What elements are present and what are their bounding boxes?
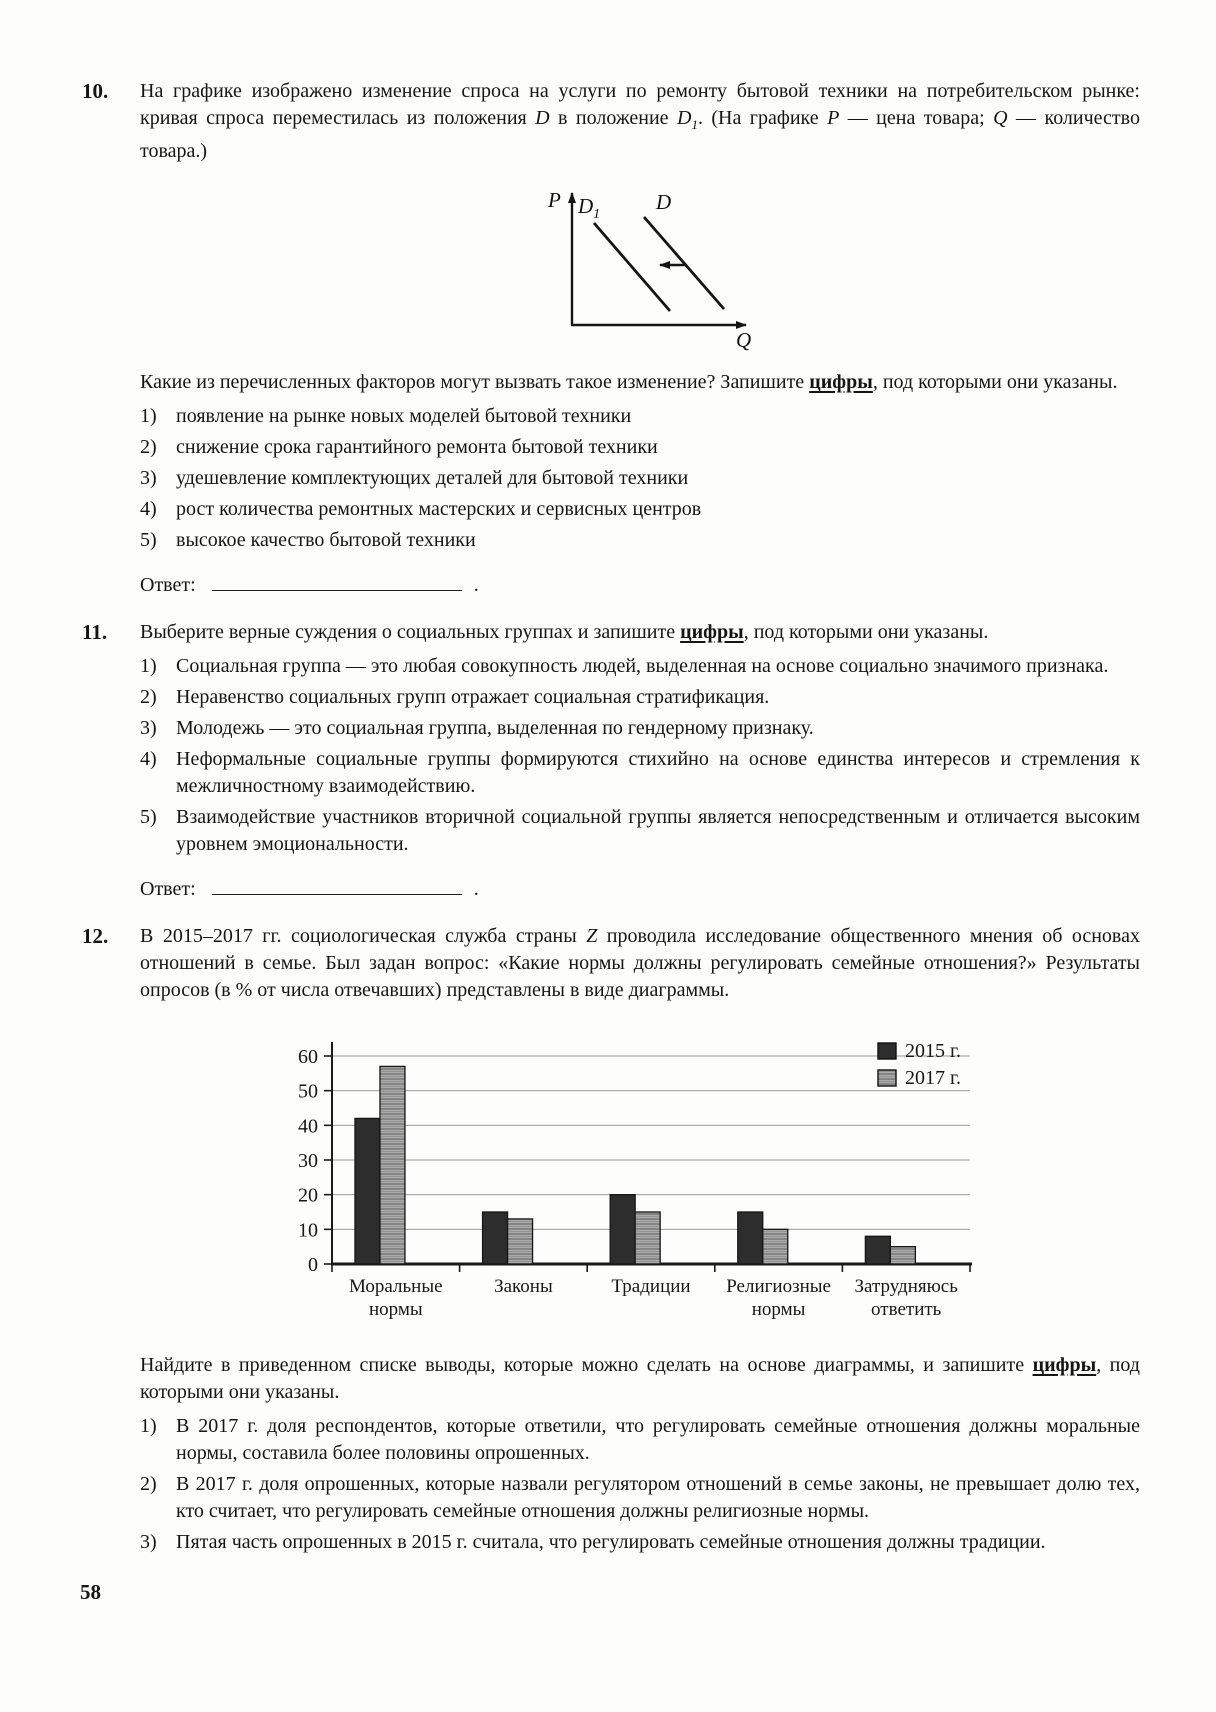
category-label: Религиозные	[726, 1276, 831, 1297]
option-item: 2) Неравенство социальных групп отражает социальная стратификация.	[140, 686, 770, 708]
question-12-items	[140, 1413, 1140, 1556]
bar-2017 г.-1	[508, 1219, 533, 1264]
y-tick-label: 20	[298, 1184, 318, 1207]
page-number: 58	[80, 1580, 101, 1604]
question-11-body	[140, 619, 1140, 903]
y-tick-label: 0	[308, 1254, 318, 1276]
question-12-number: 12.	[82, 924, 109, 948]
option-item: 4) рост количества ремонтных мастерских и сервисных центров	[140, 498, 702, 520]
option-item: 1) Социальная группа — это любая совокупность людей, выделенная на основе социально значимого признака.	[140, 655, 1109, 677]
bar-2015 г.-3	[738, 1212, 763, 1264]
question-12-task: Найдите в приведенном списке выводы, которые можно сделать на основе диаграммы, и запишите цифры, под которыми они указаны.	[140, 1354, 1140, 1403]
y-tick-label: 60	[298, 1046, 318, 1068]
category-label: ответить	[871, 1299, 942, 1320]
question-12	[82, 923, 1140, 1556]
question-12-body	[140, 923, 1140, 1556]
p-axis-label: P	[548, 188, 561, 212]
question-12-intro: В 2015–2017 гг. социологическая служба страны Z проводила исследование общественного мнения об основах отношений в семье. Был задан вопрос: «Какие нормы должны регулировать семейные отношения?» Результаты опросов (в % от числа отвечавших) представлены в виде диаграммы.	[140, 925, 1140, 1001]
option-item: 5) высокое качество бытовой техники	[140, 529, 476, 551]
bar-2017 г.-3	[763, 1229, 788, 1264]
category-label: Законы	[494, 1276, 553, 1297]
option-item: 5) Взаимодействие участников вторичной социальной группы является непосредственным и отличается высоким уровнем эмоциональности.	[140, 806, 1140, 855]
question-10-task: Какие из перечисленных факторов могут вызвать такое изменение? Запишите цифры, под которыми они указаны.	[140, 371, 1118, 393]
bar-2017 г.-4	[890, 1247, 915, 1264]
bar-2017 г.-0	[380, 1066, 405, 1264]
bar-2015 г.-0	[355, 1118, 380, 1264]
conclusion-item: 3) Пятая часть опрошенных в 2015 г. считала, что регулировать семейные отношения должны традиции.	[140, 1531, 1046, 1553]
answer-row-q11: Ответ: .	[140, 878, 479, 900]
question-11	[82, 619, 1140, 903]
question-10	[82, 78, 1140, 599]
demand-curve-d1	[594, 223, 670, 311]
question-11-number: 11.	[82, 620, 108, 644]
option-item: 1) появление на рынке новых моделей бытовой техники	[140, 405, 632, 427]
answer-blank[interactable]	[212, 577, 462, 591]
legend-swatch-2017 г.	[878, 1070, 896, 1086]
question-10-body	[140, 78, 1140, 599]
option-item: 4) Неформальные социальные группы формируются стихийно на основе единства интересов и стремления к межличностному взаимодействию.	[140, 748, 1140, 797]
q-axis-label: Q	[736, 328, 752, 352]
category-label: нормы	[751, 1299, 806, 1320]
bar-2015 г.-4	[865, 1236, 890, 1264]
question-10-intro: На графике изображено изменение спроса на услуги по ремонту бытовой техники на потребительском рынке: кривая спроса переместилась из положения D в положение $D_1$. (На графике P — цена товара; Q — количество товара.)	[140, 80, 1140, 162]
y-tick-label: 40	[298, 1115, 318, 1138]
survey-bar-chart	[280, 1018, 1140, 1338]
bar-chart-svg	[280, 1018, 980, 1330]
d-curve-label: D	[656, 190, 672, 214]
bar-2015 г.-1	[483, 1212, 508, 1264]
question-10-number: 10.	[82, 79, 109, 103]
legend-label: 2015 г.	[905, 1040, 961, 1062]
option-item: 2) снижение срока гарантийного ремонта бытовой техники	[140, 436, 658, 458]
answer-label: Ответ:	[140, 574, 196, 596]
category-label: нормы	[368, 1299, 423, 1320]
d1-curve-label: $D_1$	[578, 194, 601, 222]
demand-shift-graph	[508, 173, 1140, 361]
answer-label: Ответ:	[140, 878, 196, 900]
question-11-task: Выберите верные суждения о социальных группах и запишите цифры, под которыми они указаны.	[140, 621, 989, 643]
option-item: 3) удешевление комплектующих деталей для бытовой техники	[140, 467, 689, 489]
legend-swatch-2015 г.	[878, 1043, 896, 1059]
question-11-options	[140, 653, 1140, 858]
conclusion-item: 1) В 2017 г. доля респондентов, которые ответили, что регулировать семейные отношения должны моральные нормы, составила более половины опрошенных.	[140, 1415, 1140, 1464]
category-label: Затрудняюсь	[854, 1276, 958, 1297]
question-10-options	[140, 403, 1140, 554]
category-label: Моральные	[349, 1276, 443, 1297]
answer-blank[interactable]	[212, 881, 462, 895]
legend-label: 2017 г.	[905, 1067, 961, 1089]
bar-2015 г.-2	[610, 1195, 635, 1264]
y-tick-label: 10	[298, 1219, 318, 1242]
conclusion-item: 2) В 2017 г. доля опрошенных, которые назвали регулятором отношений в семье законы, не превышает долю тех, кто считает, что регулировать семейные отношения должны религиозные нормы.	[140, 1473, 1140, 1522]
option-item: 3) Молодежь — это социальная группа, выделенная по гендерному признаку.	[140, 717, 814, 739]
category-label: Традиции	[611, 1276, 691, 1297]
demand-graph-svg	[508, 173, 780, 353]
answer-row-q10: Ответ: .	[140, 574, 479, 596]
bar-2017 г.-2	[635, 1212, 660, 1264]
y-tick-label: 50	[298, 1080, 318, 1103]
y-tick-label: 30	[298, 1150, 318, 1172]
